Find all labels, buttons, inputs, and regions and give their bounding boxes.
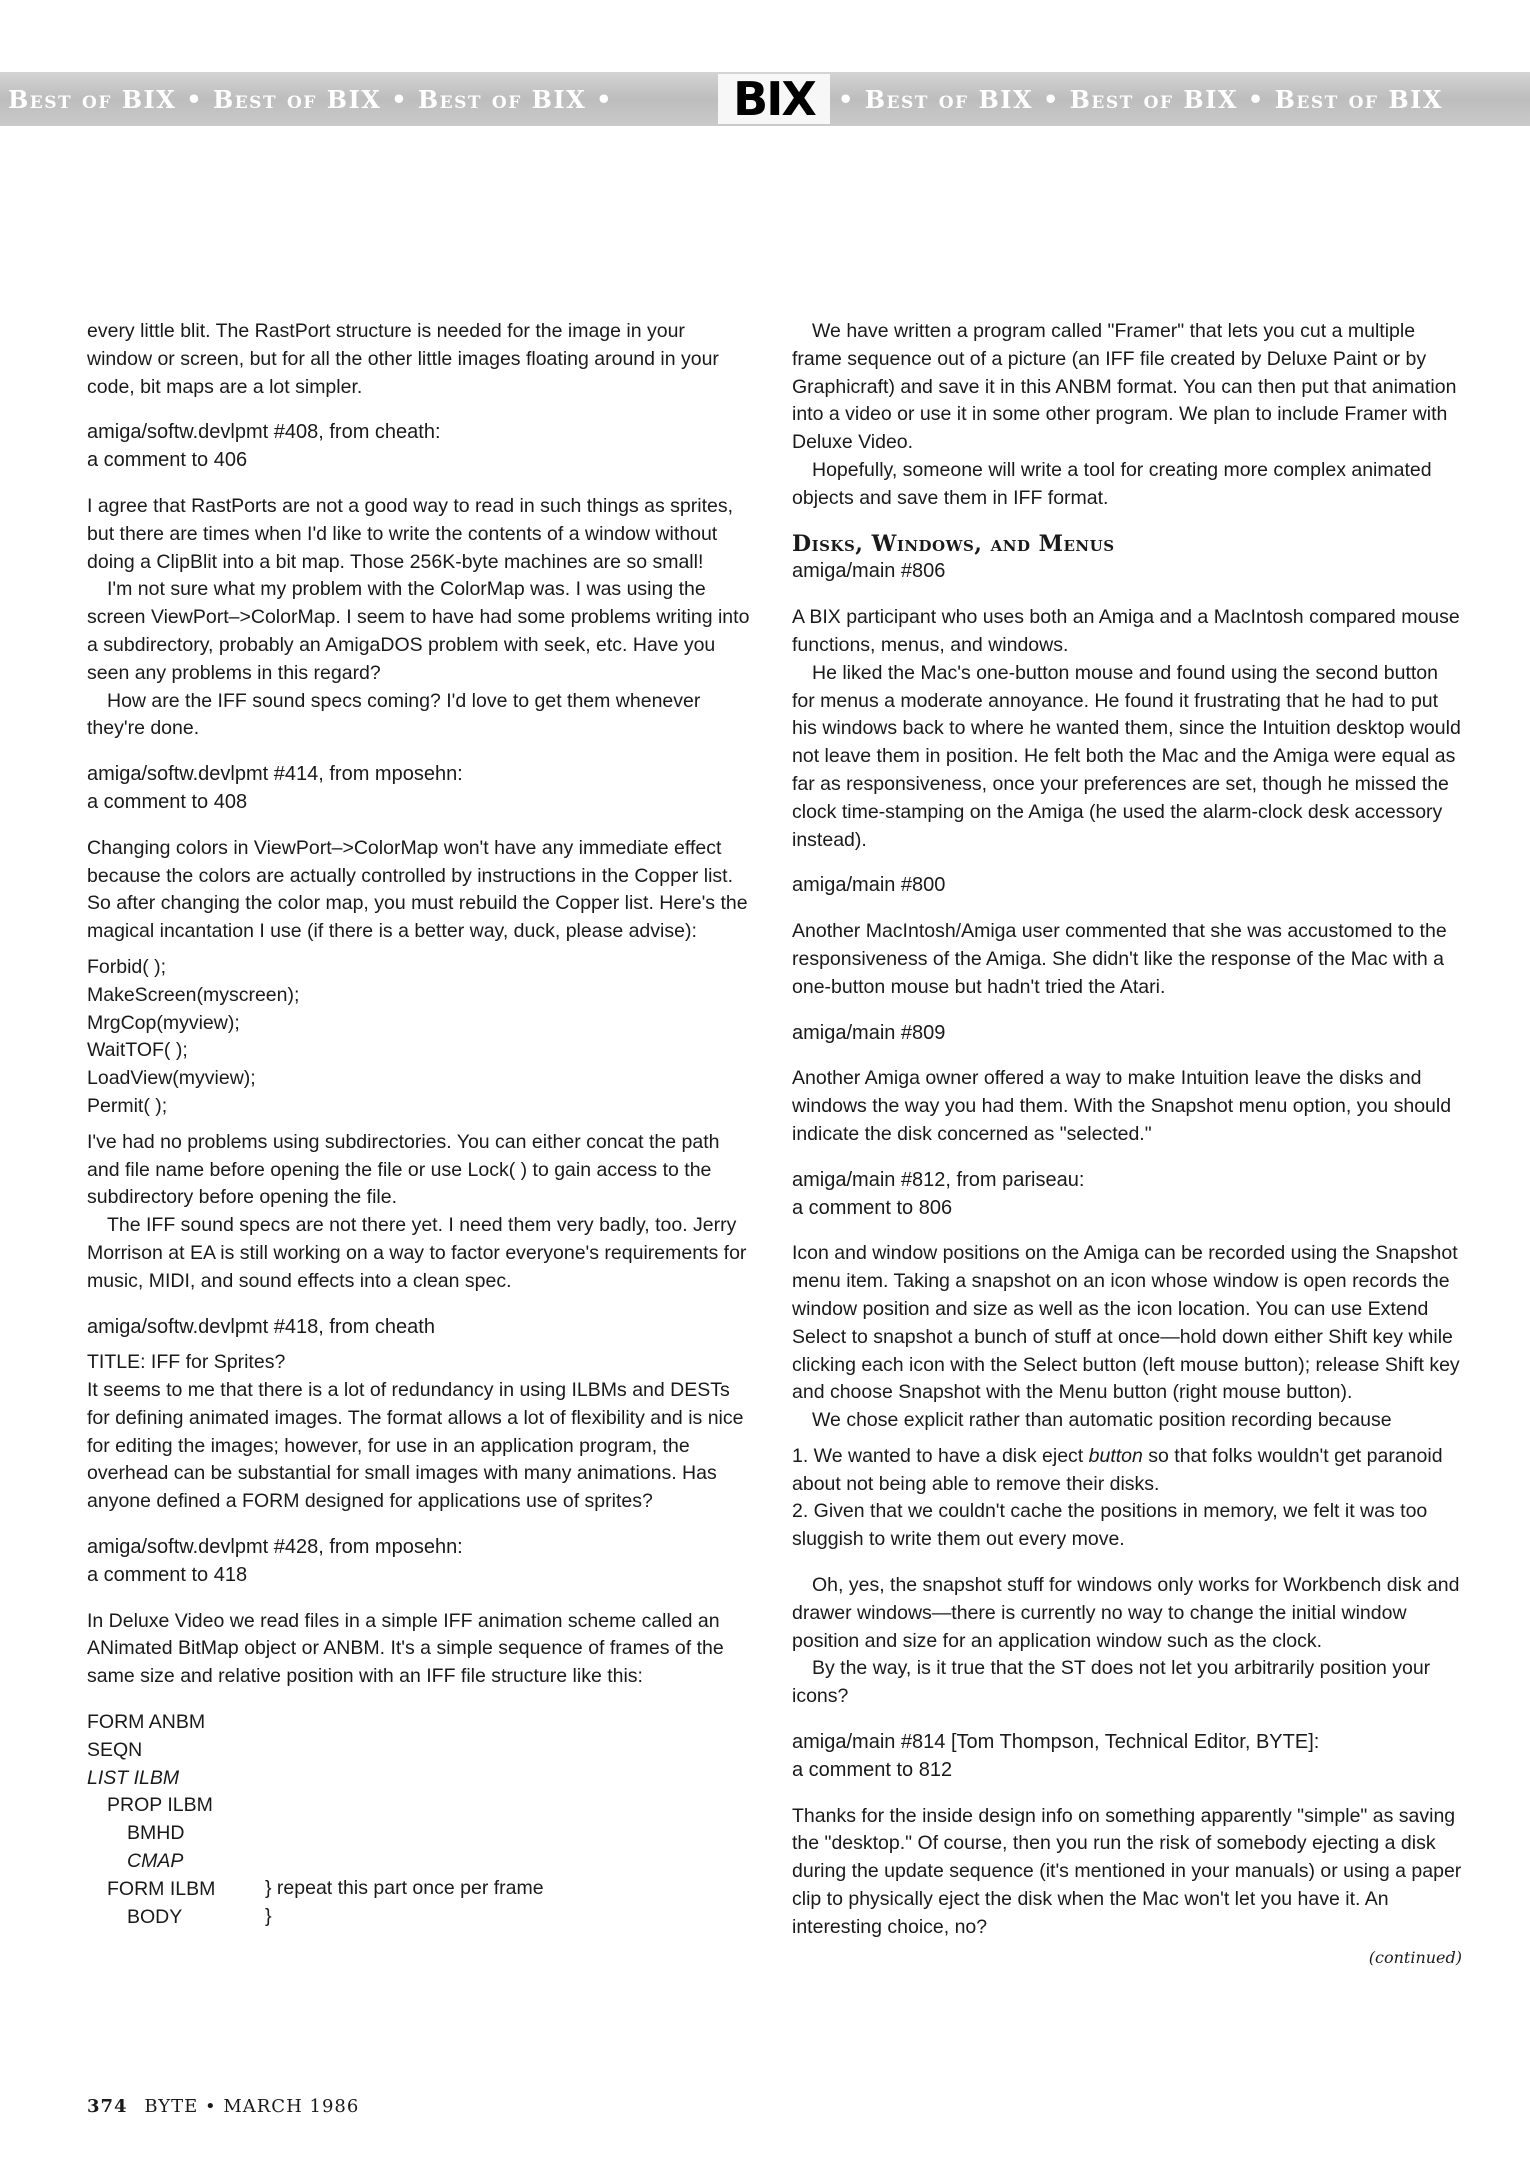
paragraph: every little blit. The RastPort structure is needed for the image in your window or screen, but for all the other little images floating around in your code, bit maps are a lot simpler. — [87, 320, 719, 398]
left-column — [87, 318, 752, 1931]
message-header: amiga/softw.devlpmt #428, from mposehn: — [87, 1536, 463, 1559]
page-number: 374 — [87, 2096, 128, 2117]
page-footer — [87, 2096, 359, 2117]
section-heading: Disks, Windows, and Menus — [792, 530, 1115, 557]
paragraph: Icon and window positions on the Amiga can be recorded using the Snapshot menu item. Taking a snapshot on an icon whose window is open records the window position and size as well as the icon location. You can use Extend Select to snapshot a bunch of stuff at once—hold down either Shift key while clicking each icon with the Select button (left mouse button); release Shift key and choose Snapshot with the Menu button (right mouse button). — [792, 1242, 1460, 1404]
paragraph: How are the IFF sound specs coming? I'd love to get them whenever they're done. — [87, 689, 701, 740]
paragraph: Changing colors in ViewPort–>ColorMap won't have any immediate effect because the colors are actually controlled by instructions in the Copper list. So after changing the color map, you must rebuild the Copper list. Here's the magical incantation I use (if there is a better way, duck, please advise): — [87, 836, 748, 943]
paragraph: The IFF sound specs are not there yet. I need them very badly, too. Jerry Morrison at EA is still working on a way to factor everyone's requirements for music, MIDI, and sound effects into a clean spec. — [87, 1214, 747, 1292]
listing-line: SEQN — [87, 1738, 143, 1761]
message-header: amiga/softw.devlpmt #418, from cheath — [87, 1315, 435, 1338]
code-line: MakeScreen(myscreen); — [87, 983, 300, 1006]
paragraph: I've had no problems using subdirectories. You can either concat the path and file name before opening the file or use Lock( ) to gain access to the subdirectory before opening the file. — [87, 1130, 720, 1209]
list-text: so that folks wouldn't get paranoid about not being able to remove their disks. — [792, 1444, 1443, 1495]
list-text: 1. We wanted to have a disk eject — [792, 1444, 1089, 1467]
listing-line: PROP ILBM — [107, 1794, 213, 1817]
paragraph: We have written a program called "Framer" that lets you cut a multiple frame sequence out of a picture (an IFF file created by Deluxe Paint or by Graphicraft) and save it in this ANBM format. You can then put that animation into a video or use it in some other program. We plan to include Framer with Deluxe Video. — [792, 320, 1457, 454]
continued-label: (continued) — [1368, 1947, 1462, 1967]
message-subheader: a comment to 406 — [87, 449, 248, 472]
listing-line: BMHD — [127, 1822, 185, 1845]
closing-brace: } — [265, 1904, 272, 1927]
listing-line: LIST ILBM — [87, 1766, 180, 1789]
code-line: Permit( ); — [87, 1094, 168, 1117]
message-header: amiga/main #800 — [792, 874, 946, 897]
issue-label: BYTE • MARCH 1986 — [144, 2096, 360, 2117]
listing-note — [265, 1875, 544, 1931]
paragraph: I agree that RastPorts are not a good way to read in such things as sprites, but there are times when I'd like to write the contents of a window without doing a ClipBlit into a bit map. Those 256K-byte machines are so small! — [87, 494, 734, 573]
code-line: WaitTOF( ); — [87, 1039, 188, 1062]
paragraph: By the way, is it true that the ST does not let you arbitrarily position your icons? — [792, 1657, 1431, 1708]
listing-line: FORM ILBM — [107, 1877, 216, 1900]
message-subheader: a comment to 408 — [87, 790, 248, 813]
message-subheader: a comment to 812 — [792, 1758, 953, 1781]
paragraph: It seems to me that there is a lot of redundancy in using ILBMs and DESTs for defining animated images. The format allows a lot of flexibility and is nice for editing the images; however, for use in an application program, the overhead can be substantial for small images with many animations. Has anyone defined a FORM designed for applications use of sprites? — [87, 1379, 744, 1513]
banner-right-text: • Best of BIX • Best of BIX • Best of BIX — [838, 85, 1443, 114]
paragraph: Another MacIntosh/Amiga user commented that she was accustomed to the responsiveness of the Amiga. She didn't like the response of the Mac with a one-button mouse but hadn't tried the Atari. — [792, 920, 1447, 998]
list-emphasis: button — [1088, 1444, 1143, 1467]
list-item: 2. Given that we couldn't cache the positions in memory, we felt it was too sluggish to write them out every move. — [792, 1500, 1428, 1551]
message-header: amiga/softw.devlpmt #414, from mposehn: — [87, 763, 463, 786]
paragraph: Thanks for the inside design info on something apparently "simple" as saving the "desktop." Of course, then you run the risk of somebody ejecting a disk during the update sequence (it's mentioned in your manuals) or using a paper clip to physically eject the disk when the Mac won't let you have it. An interesting choice, no? — [792, 1804, 1462, 1938]
paragraph: In Deluxe Video we read files in a simple IFF animation scheme called an ANimated BitMap object or ANBM. It's a simple sequence of frames of the same size and relative position with an IFF file structure like this: — [87, 1609, 724, 1688]
message-header: amiga/main #814 [Tom Thompson, Technical Editor, BYTE]: — [792, 1731, 1320, 1754]
message-header: amiga/main #806 — [792, 560, 946, 583]
paragraph: He liked the Mac's one-button mouse and found using the second button for menus a moderate annoyance. He found it frustrating that he had to put his windows back to where he wanted them, since the Intuition desktop would not leave them in position. He felt both the Mac and the Amiga were equal as far as responsiveness, once your preferences are set, though he missed the clock time-stamping on the Amiga (he used the alarm-clock desk accessory instead). — [792, 661, 1461, 851]
message-header: amiga/softw.devlpmt #408, from cheath: — [87, 421, 441, 444]
banner-left-text: Best of BIX • Best of BIX • Best of BIX • — [8, 85, 613, 114]
paragraph: A BIX participant who uses both an Amiga and a MacIntosh compared mouse functions, menus, and windows. — [792, 606, 1460, 656]
right-column — [792, 318, 1462, 1971]
listing-line: BODY — [127, 1905, 183, 1928]
message-subheader: a comment to 418 — [87, 1563, 248, 1586]
paragraph: Another Amiga owner offered a way to make Intuition leave the disks and windows the way you had them. With the Snapshot menu option, you should indicate the disk concerned as "selected." — [792, 1067, 1452, 1145]
message-header: amiga/main #809 — [792, 1021, 946, 1044]
iff-structure-listing — [87, 1709, 752, 1931]
paragraph: I'm not sure what my problem with the ColorMap was. I was using the screen ViewPort–>ColorMap. I seem to have had some problems writing into a subdirectory, probably an AmigaDOS problem with seek, etc. Have you seen any problems in this regard? — [87, 578, 750, 684]
message-title: TITLE: IFF for Sprites? — [87, 1351, 286, 1374]
message-subheader: a comment to 806 — [792, 1196, 953, 1219]
paragraph: We chose explicit rather than automatic position recording because — [812, 1409, 1392, 1432]
paragraph: Oh, yes, the snapshot stuff for windows only works for Workbench disk and drawer windows—there is currently no way to change the initial window position and size for an application window such as the clock. — [792, 1574, 1460, 1652]
code-line: MrgCop(myview); — [87, 1011, 240, 1034]
message-header: amiga/main #812, from pariseau: — [792, 1168, 1085, 1191]
repeat-note: } repeat this part once per frame — [265, 1877, 544, 1900]
paragraph: Hopefully, someone will write a tool for creating more complex animated objects and save them in IFF format. — [792, 458, 1432, 509]
listing-line: CMAP — [127, 1850, 184, 1873]
listing-line: FORM ANBM — [87, 1711, 206, 1734]
code-line: Forbid( ); — [87, 955, 167, 978]
bix-logo: BIX — [718, 74, 830, 124]
code-block — [87, 954, 752, 1121]
best-of-bix-banner — [0, 72, 1530, 126]
list-item — [792, 1443, 1462, 1499]
code-line: LoadView(myview); — [87, 1067, 256, 1090]
